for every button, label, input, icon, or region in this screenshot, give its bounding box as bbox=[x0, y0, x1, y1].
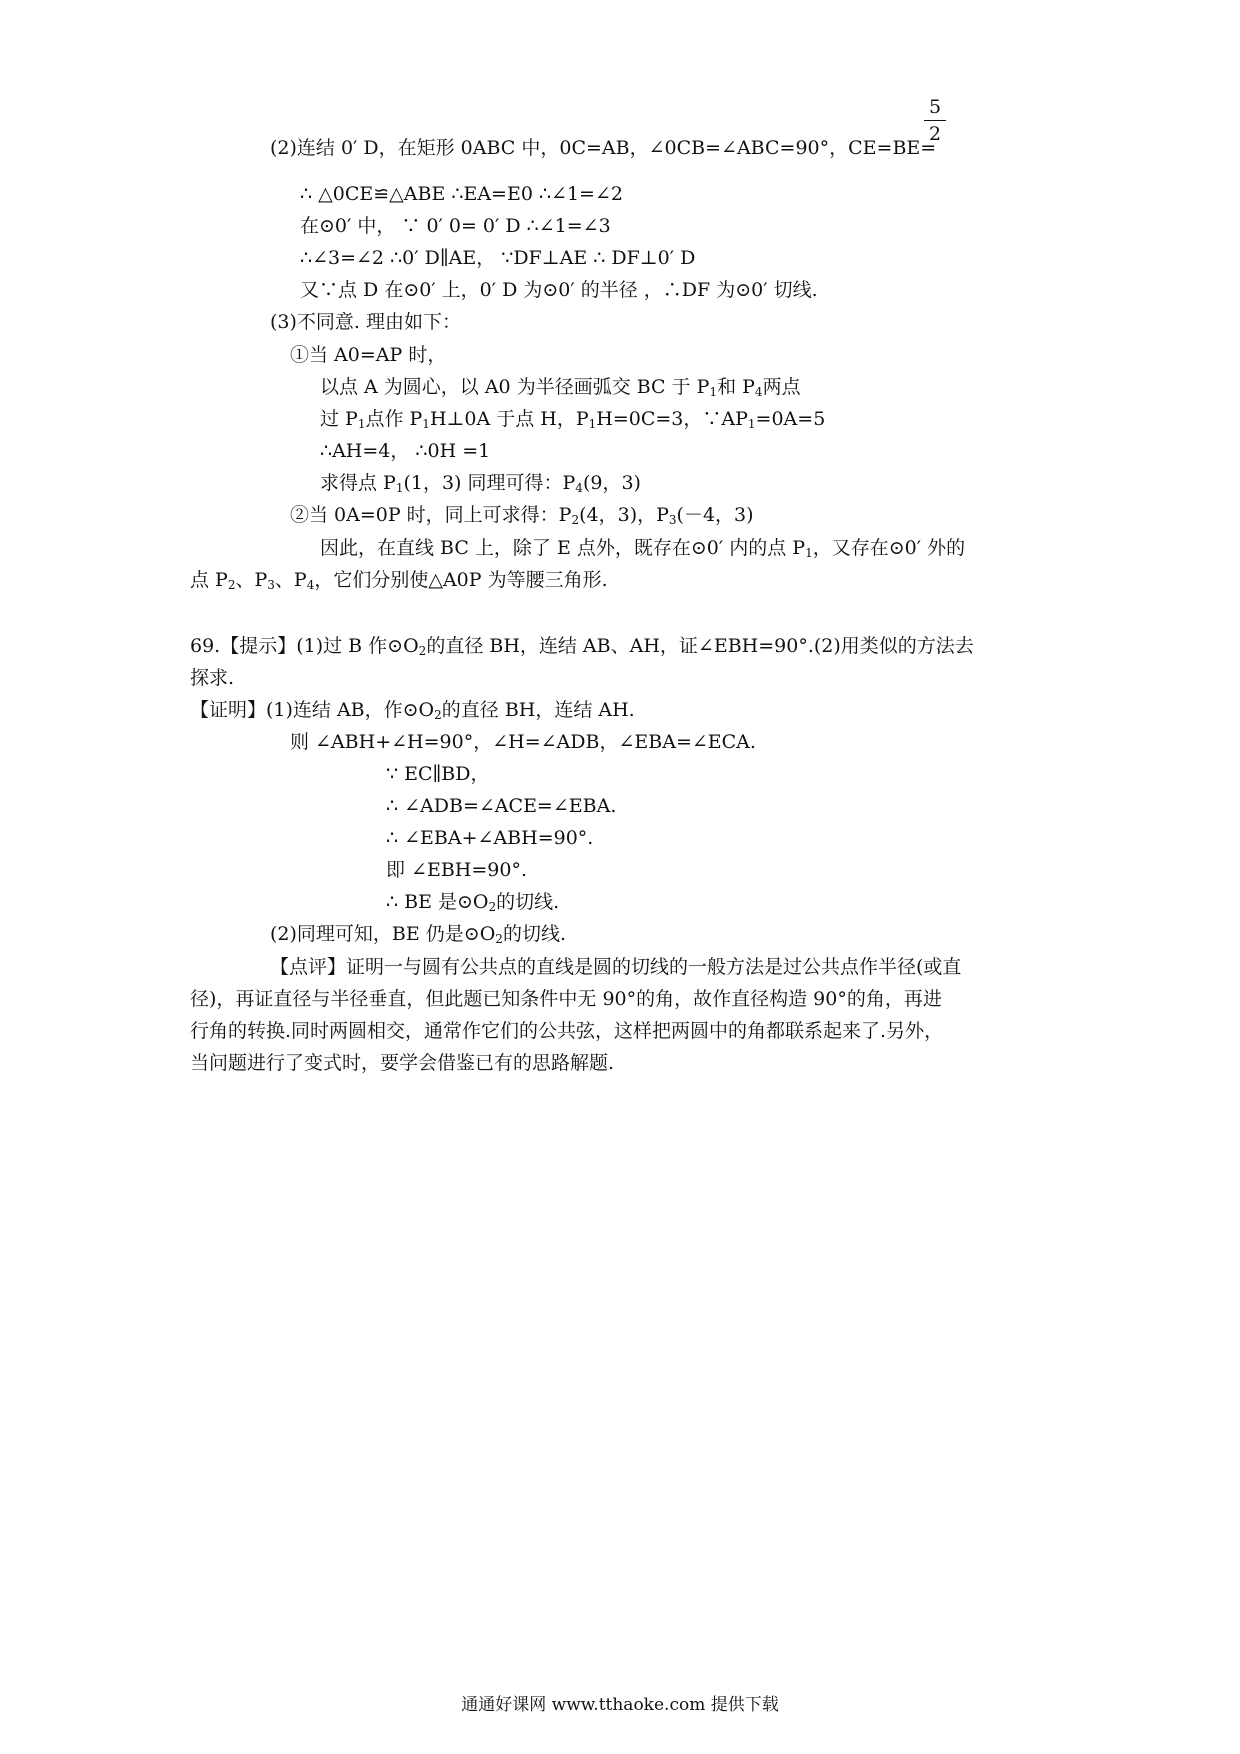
text-line-13 bbox=[320, 536, 965, 560]
text-segment: ①当 A0=AP 时， bbox=[290, 344, 447, 366]
text-line-23 bbox=[386, 890, 559, 914]
text-segment: 的直径 BH，连结 AB、AH，证∠EBH=90°.(2)用类似的方法去 bbox=[426, 635, 974, 657]
text-segment: 求得点 P bbox=[320, 472, 396, 494]
text-line-25 bbox=[270, 955, 961, 979]
subscript: 4 bbox=[754, 385, 763, 399]
subscript: 1 bbox=[588, 417, 597, 431]
subscript: 2 bbox=[418, 644, 427, 658]
text-line-2 bbox=[300, 182, 623, 206]
text-segment: 、P bbox=[274, 569, 307, 591]
text-segment: =0A=5 bbox=[755, 408, 826, 430]
text-segment: 因此，在直线 BC 上，除了 E 点外，既存在⊙0′ 内的点 P bbox=[320, 537, 806, 559]
text-line-6 bbox=[270, 310, 461, 334]
text-line-8 bbox=[320, 375, 801, 399]
subscript: 1 bbox=[805, 546, 813, 560]
text-segment: ∴∠3=∠2 ∴0′ D∥AE， ∵DF⊥AE ∴ DF⊥0′ D bbox=[300, 247, 696, 269]
text-line-12 bbox=[290, 503, 754, 527]
text-line-1 bbox=[270, 136, 936, 160]
text-line-21 bbox=[386, 826, 593, 850]
text-segment: ∴ △0CE≌△ABE ∴EA=E0 ∴∠1=∠2 bbox=[300, 183, 623, 205]
text-segment: H=0C=3，∵AP bbox=[596, 408, 748, 430]
text-line-17 bbox=[190, 698, 635, 722]
text-line-11 bbox=[320, 471, 641, 495]
fraction-numerator: 5 bbox=[928, 96, 942, 118]
text-line-9 bbox=[320, 407, 825, 431]
text-segment: 即 ∠EBH=90°. bbox=[386, 859, 527, 881]
text-segment: (3)不同意. 理由如下： bbox=[270, 311, 461, 333]
text-segment: ∴ BE 是⊙O bbox=[386, 891, 489, 913]
text-segment: 当问题进行了变式时，要学会借鉴已有的思路解题. bbox=[190, 1052, 615, 1074]
text-segment: (2)同理可知，BE 仍是⊙O bbox=[270, 923, 496, 945]
text-segment: 69.【提示】(1)过 B 作⊙O bbox=[190, 635, 419, 657]
subscript: 3 bbox=[668, 513, 677, 527]
text-segment: ，它们分别使△A0P 为等腰三角形. bbox=[314, 569, 608, 591]
text-segment: ②当 0A=0P 时，同上可求得：P bbox=[290, 504, 572, 526]
text-segment: 点作 P bbox=[365, 408, 423, 430]
subscript: 2 bbox=[571, 513, 580, 527]
fraction-bar bbox=[924, 120, 946, 121]
fraction-denominator: 2 bbox=[928, 123, 942, 145]
text-segment: 【点评】证明一与圆有公共点的直线是圆的切线的一般方法是过公共点作半径(或直 bbox=[270, 956, 962, 978]
subscript: 1 bbox=[747, 417, 756, 431]
text-segment: 【证明】(1)连结 AB，作⊙O bbox=[190, 699, 435, 721]
text-segment: 则 ∠ABH+∠H=90°，∠H=∠ADB，∠EBA=∠ECA. bbox=[290, 731, 756, 753]
text-line-14 bbox=[190, 568, 608, 592]
subscript: 3 bbox=[267, 578, 275, 592]
text-segment: H⊥0A 于点 H，P bbox=[429, 408, 589, 430]
text-line-15 bbox=[190, 634, 974, 658]
text-line-26 bbox=[190, 987, 942, 1011]
text-segment: 的切线. bbox=[502, 923, 566, 945]
text-segment: 两点 bbox=[762, 376, 801, 398]
text-segment: 的切线. bbox=[496, 891, 560, 913]
text-line-20 bbox=[386, 794, 616, 818]
text-segment: 又∵点 D 在⊙0′ 上，0′ D 为⊙0′ 的半径 ，∴DF 为⊙0′ 切线. bbox=[300, 279, 818, 301]
text-segment: 探求. bbox=[190, 667, 235, 689]
text-segment: (9，3) bbox=[582, 472, 641, 494]
text-segment: 的直径 BH，连结 AH. bbox=[441, 699, 635, 721]
text-segment: 在⊙0′ 中， ∵ 0′ 0= 0′ D ∴∠1=∠3 bbox=[300, 215, 611, 237]
text-segment: (1，3) 同理可得：P bbox=[403, 472, 576, 494]
text-segment: 、P bbox=[235, 569, 268, 591]
text-line-7 bbox=[290, 343, 446, 367]
text-segment: ∴ ∠EBA+∠ABH=90°. bbox=[386, 827, 594, 849]
subscript: 1 bbox=[709, 385, 718, 399]
subscript: 1 bbox=[395, 481, 404, 495]
text-segment: 以点 A 为圆心，以 A0 为半径画弧交 BC 于 P bbox=[320, 376, 710, 398]
subscript: 2 bbox=[495, 932, 503, 946]
subscript: 2 bbox=[488, 900, 497, 914]
text-segment: 点 P bbox=[190, 569, 228, 591]
text-line-28 bbox=[190, 1051, 614, 1075]
text-line-24 bbox=[270, 922, 566, 946]
subscript: 4 bbox=[306, 578, 315, 592]
text-line-19 bbox=[386, 762, 490, 786]
text-segment: 和 P bbox=[717, 376, 755, 398]
text-segment: (－4，3) bbox=[676, 504, 754, 526]
text-line-10 bbox=[320, 439, 490, 463]
subscript: 1 bbox=[357, 417, 366, 431]
text-segment: ∴AH=4， ∴0H =1 bbox=[320, 440, 491, 462]
text-line-4 bbox=[300, 246, 695, 270]
text-segment: ∵ EC∥BD， bbox=[386, 763, 490, 785]
page-footer: 通通好课网 www.tthaoke.com 提供下载 bbox=[461, 1695, 779, 1715]
subscript: 4 bbox=[575, 481, 583, 495]
text-segment: ∴ ∠ADB=∠ACE=∠EBA. bbox=[386, 795, 617, 817]
text-segment: 行角的转换.同时两圆相交，通常作它们的公共弦，这样把两圆中的角都联系起来了.另外， bbox=[190, 1020, 944, 1042]
subscript: 1 bbox=[422, 417, 430, 431]
text-line-18 bbox=[290, 730, 756, 754]
text-line-3 bbox=[300, 214, 611, 238]
text-line-5 bbox=[300, 278, 818, 302]
text-segment: ，又存在⊙0′ 外的 bbox=[812, 537, 966, 559]
text-segment: 过 P bbox=[320, 408, 358, 430]
text-segment: (4，3)，P bbox=[579, 504, 669, 526]
subscript: 2 bbox=[227, 578, 236, 592]
text-segment: 径)，再证直径与半径垂直，但此题已知条件中无 90°的角，故作直径构造 90°的角，再进 bbox=[190, 988, 942, 1010]
text-segment: (2)连结 0′ D，在矩形 0ABC 中，0C=AB，∠0CB=∠ABC=90°，CE=BE= bbox=[270, 137, 937, 159]
subscript: 2 bbox=[434, 708, 442, 722]
text-line-27 bbox=[190, 1019, 943, 1043]
text-line-16 bbox=[190, 666, 234, 690]
text-line-22 bbox=[386, 858, 527, 882]
